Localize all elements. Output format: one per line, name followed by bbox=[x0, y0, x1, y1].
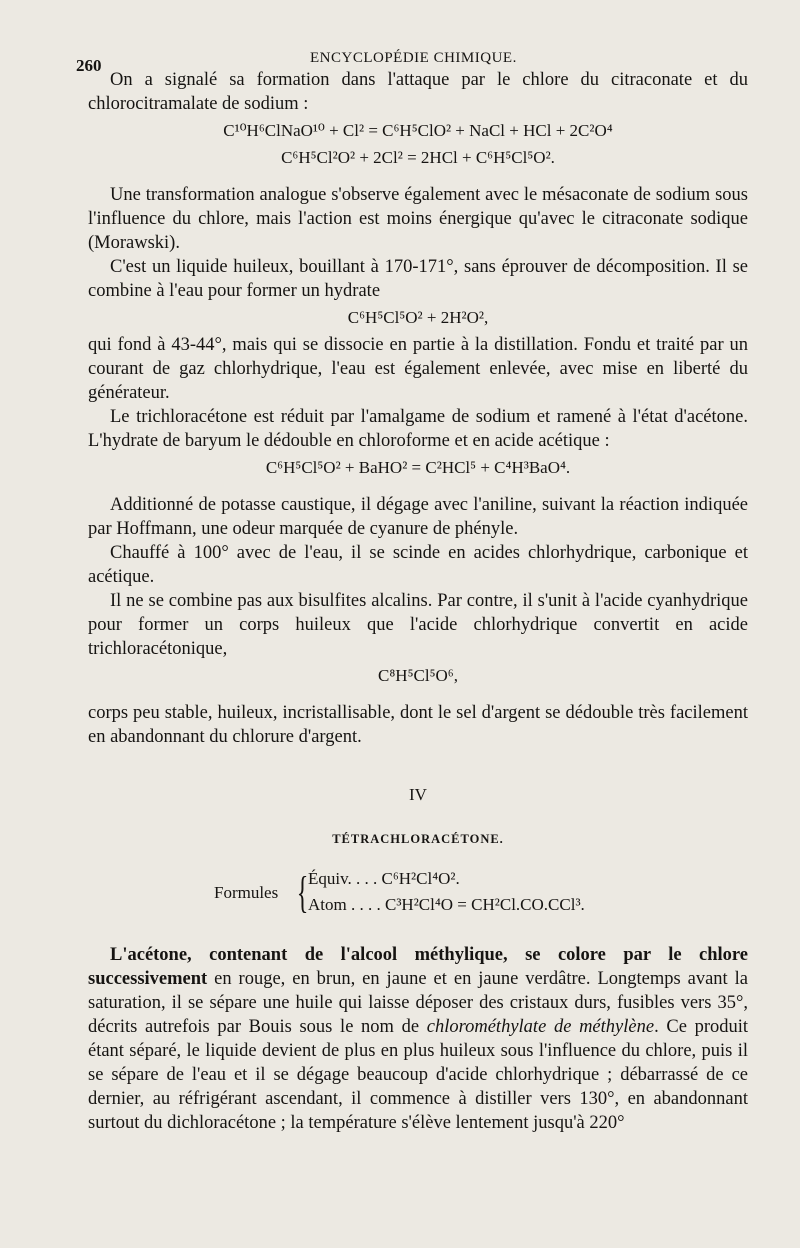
formula-row-label: Équiv. . . . bbox=[308, 869, 378, 888]
formulas-block bbox=[88, 865, 748, 925]
running-title: ENCYCLOPÉDIE CHIMIQUE. bbox=[310, 50, 517, 66]
paragraph: Il ne se combine pas aux bisulfites alcalins. Par contre, il s'unit à l'acide cyanhydrique pour former un corps huileux que l'acide chlorhydrique convertit en acide trichloracétonique, bbox=[88, 591, 748, 659]
paragraph-text: en rouge, en brun, en jaune et en jaune verdâtre. Longtemps avant la saturation, il se sépare une huile qui laisse déposer des cristaux durs, fusibles vers 35°, décrits autrefois par Bouis sous le nom de bbox=[88, 969, 748, 1037]
paragraph: Le trichloracétone est réduit par l'amalgame de sodium et ramené à l'état d'acétone. L'hydrate de baryum le dédouble en chloroforme et en acide acétique : bbox=[88, 407, 748, 451]
chemical-equation: C⁶H⁵Cl⁵O² + BaHO² = C²HCl⁵ + C⁴H³BaO⁴. bbox=[265, 458, 571, 477]
paragraph bbox=[88, 943, 748, 1135]
chemical-equation: C⁶H⁵Cl²O² + 2Cl² = 2HCl + C⁶H⁵Cl⁵O². bbox=[281, 148, 555, 167]
page-number: 260 bbox=[76, 56, 102, 75]
formulas-label: Formules bbox=[214, 883, 279, 902]
section-title: TÉTRACHLORACÉTONE. bbox=[332, 832, 504, 846]
brace: { bbox=[296, 868, 309, 917]
formula-value: C³H²Cl⁴O = CH²Cl.CO.CCl³. bbox=[384, 895, 585, 914]
chemical-equation: C¹⁰H⁶ClNaO¹⁰ + Cl² = C⁶H⁵ClO² + NaCl + HCl + 2C²O⁴ bbox=[223, 121, 613, 140]
paragraph: Une transformation analogue s'observe également avec le mésaconate de sodium sous l'influence du chlore, mais l'action est moins énergique qu'avec le citraconate sodique (Morawski). bbox=[88, 185, 748, 253]
section-number: IV bbox=[409, 785, 427, 804]
chemical-equation: C⁸H⁵Cl⁵O⁶, bbox=[378, 666, 458, 685]
paragraph: C'est un liquide huileux, bouillant à 170-171°, sans éprouver de décomposition. Il se combine à l'eau pour former un hydrate bbox=[88, 257, 748, 301]
formula-row-atom bbox=[308, 893, 585, 917]
formula-row-equiv bbox=[308, 867, 460, 891]
formula-row-label: Atom . . . . bbox=[308, 895, 381, 914]
paragraph: Additionné de potasse caustique, il dégage avec l'aniline, suivant la réaction indiquée par Hoffmann, une odeur marquée de cyanure de phényle. bbox=[88, 495, 748, 539]
paragraph: qui fond à 43-44°, mais qui se dissocie en partie à la distillation. Fondu et traité par un courant de gaz chlorhydrique, l'eau est également enlevée, avec mise en liberté du générateur. bbox=[88, 335, 748, 403]
formula-value: C⁶H²Cl⁴O². bbox=[381, 869, 460, 888]
italic-term: chlorométhylate de méthylène bbox=[426, 1017, 655, 1037]
chemical-equation: C⁶H⁵Cl⁵O² + 2H²O², bbox=[347, 308, 489, 327]
paragraph: On a signalé sa formation dans l'attaque par le chlore du citraconate et du chlorocitramalate de sodium : bbox=[88, 70, 748, 114]
paragraph-lead: L'acétone, contenant de l'alcool méthylique, se colore par le chlore successivement bbox=[88, 945, 748, 989]
paragraph: Chauffé à 100° avec de l'eau, il se scinde en acides chlorhydrique, carbonique et acétique. bbox=[88, 543, 748, 587]
body-text bbox=[88, 68, 748, 1135]
paragraph-text: . Ce produit étant séparé, le liquide devient de plus en plus huileux sous l'influence du chlore, puis il se sépare de l'eau et il se dégage beaucoup d'acide chlorhydrique ; débarrassé de ce dernier, au réfrigérant ascendant, il commence à distiller vers 130°, en abandonnant surtout du dichloracétone ; la température s'élève lentement jusqu'à 220° bbox=[88, 1017, 749, 1133]
paragraph: corps peu stable, huileux, incristallisable, dont le sel d'argent se dédouble très facilement en abandonnant du chlorure d'argent. bbox=[88, 703, 748, 747]
